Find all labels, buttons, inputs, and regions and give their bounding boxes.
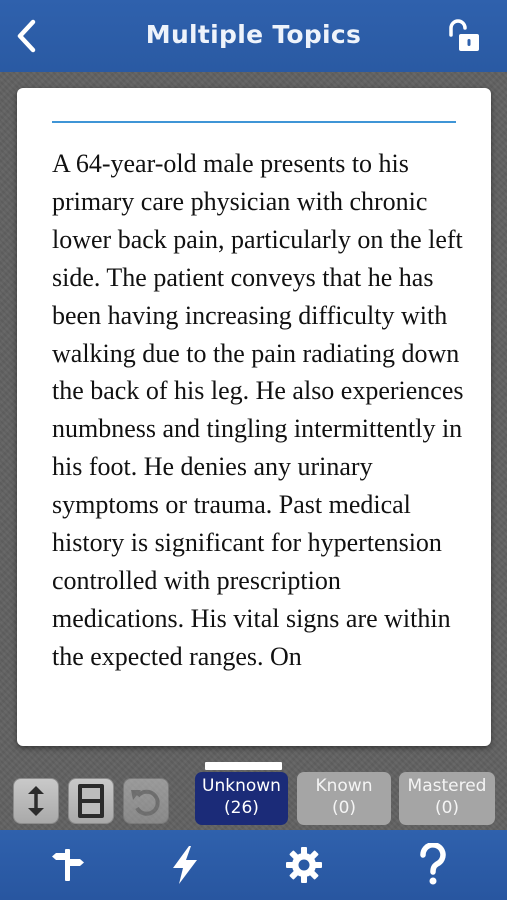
nav-bar bbox=[0, 0, 507, 72]
back-button[interactable] bbox=[8, 14, 44, 58]
flashcard[interactable] bbox=[17, 88, 491, 746]
help-icon bbox=[417, 843, 449, 887]
layout-button[interactable] bbox=[68, 778, 114, 824]
segment-mastered-count: (0) bbox=[434, 798, 460, 818]
segment-unknown[interactable] bbox=[195, 772, 288, 825]
chevron-left-icon bbox=[14, 18, 38, 54]
active-segment-indicator bbox=[205, 762, 282, 770]
tab-help[interactable] bbox=[408, 840, 458, 890]
segment-known-label: Known bbox=[315, 776, 373, 796]
tab-quick-study[interactable] bbox=[160, 840, 210, 890]
vertical-resize-icon bbox=[24, 783, 48, 819]
lightning-icon bbox=[167, 844, 203, 886]
resize-button[interactable] bbox=[13, 778, 59, 824]
segment-mastered[interactable] bbox=[399, 772, 495, 825]
tab-settings[interactable] bbox=[279, 840, 329, 890]
signpost-icon bbox=[48, 845, 88, 885]
segment-known[interactable] bbox=[297, 772, 391, 825]
gear-icon bbox=[284, 845, 324, 885]
unlock-icon bbox=[445, 18, 483, 54]
tab-topics[interactable] bbox=[43, 840, 93, 890]
undo-button[interactable] bbox=[123, 778, 169, 824]
tab-bar bbox=[0, 830, 507, 900]
segment-known-count: (0) bbox=[331, 798, 357, 818]
card-layout-icon bbox=[76, 782, 106, 820]
lock-button[interactable] bbox=[442, 16, 486, 56]
card-question-text: A 64-year-old male presents to his primary care physician with chronic lower back pain, particularly on the left side. The patient conveys that he has been having increasing difficulty with walking due to the pain radiating down the back of his leg. He also experiences numbness and tingling intermittently in his foot. He denies any urinary symptoms or trauma. Past medical history is significant for hypertension controlled with prescription medications. His vital signs are within the expected ranges. On bbox=[52, 149, 464, 671]
page-title: Multiple Topics bbox=[145, 20, 362, 49]
segment-unknown-label: Unknown bbox=[202, 776, 281, 796]
undo-icon bbox=[129, 784, 163, 818]
segment-unknown-count: (26) bbox=[224, 798, 259, 818]
segment-mastered-label: Mastered bbox=[407, 776, 487, 796]
card-divider bbox=[52, 121, 456, 123]
